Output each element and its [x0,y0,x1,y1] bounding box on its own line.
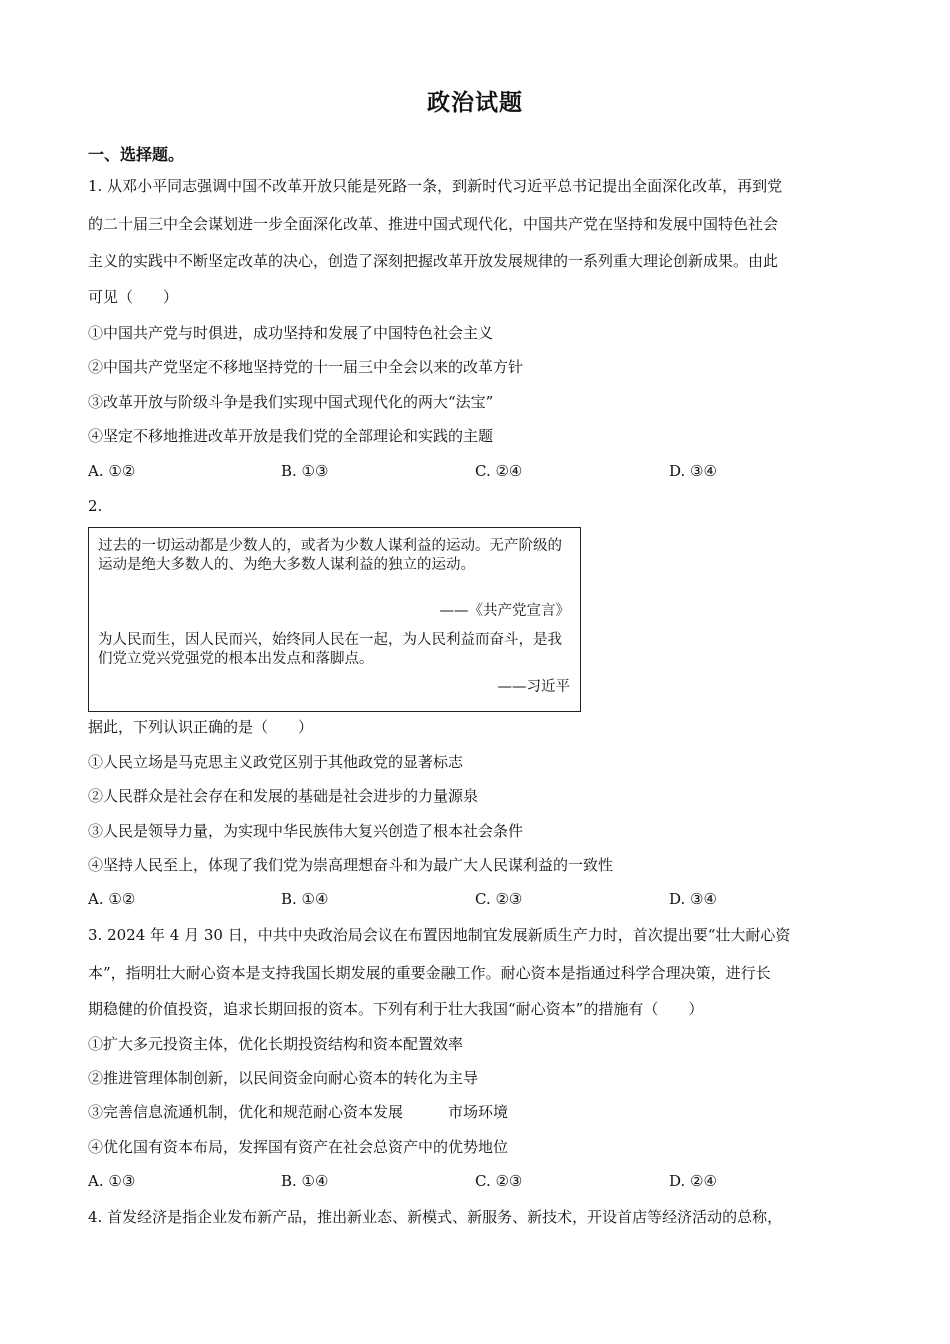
q2-options [88,888,863,910]
q2-statement: ④坚持人民至上，体现了我们党为崇高理想奋斗和为最广大人民谋利益的一致性 [88,856,614,874]
q2-option-d[interactable]: D. ③④ [669,890,717,908]
q1-line: 1. 从邓小平同志强调中国不改革开放只能是死路一条，到新时代习近平总书记提出全面深化改革，再到党 [88,177,783,195]
q1-statement: ①中国共产党与时俱进，成功坚持和发展了中国特色社会主义 [88,324,494,342]
q1-line: 的二十届三中全会谋划进一步全面深化改革、推进中国式现代化，中国共产党在坚持和发展中国特色社会 [88,215,779,233]
q3-option-a[interactable]: A. ①③ [88,1172,136,1190]
q3-option-b[interactable]: B. ①④ [281,1172,329,1190]
quote-text: 过去的一切运动都是少数人的，或者为少数人谋利益的运动。无产阶级的运动是绝大多数人的、为绝大多数人谋利益的独立的运动。 [98,538,562,573]
quote-source: ——习近平 [497,679,570,695]
q1-option-a[interactable]: A. ①② [88,462,136,480]
q2-option-c[interactable]: C. ②③ [475,890,523,908]
q3-statement: ④优化国有资本布局，发挥国有资产在社会总资产中的优势地位 [88,1138,509,1156]
q2-option-b[interactable]: B. ①④ [281,890,329,908]
q3-options [88,1170,863,1192]
section-heading: 一、选择题。 [88,145,185,164]
q3-line: 期稳健的价值投资，追求长期回报的资本。下列有利于壮大我国“耐心资本”的措施有（ ） [88,1000,704,1018]
q2-line: 据此，下列认识正确的是（ ） [88,718,314,736]
q3-statement: ③完善信息流通机制，优化和规范耐心资本发展 市场环境 [88,1103,509,1121]
quote-source: ——《共产党宣言》 [439,603,570,619]
q2-statement: ③人民是领导力量，为实现中华民族伟大复兴创造了根本社会条件 [88,822,524,840]
q3-line: 3. 2024 年 4 月 30 日，中共中央政治局会议在布置因地制宜发展新质生产力时，首次提出要“壮大耐心资 [88,926,791,944]
q1-statement: ②中国共产党坚定不移地坚持党的十一届三中全会以来的改革方针 [88,358,524,376]
q4-line: 4. 首发经济是指企业发布新产品，推出新业态、新模式、新服务、新技术，开设首店等经济活动的总称， [88,1208,783,1226]
q1-option-b[interactable]: B. ①③ [281,462,329,480]
q1-option-c[interactable]: C. ②④ [475,462,523,480]
q1-option-d[interactable]: D. ③④ [669,462,717,480]
q3-statement: ①扩大多元投资主体，优化长期投资结构和资本配置效率 [88,1035,464,1053]
q2-number: 2. [88,497,103,515]
q1-options [88,460,863,482]
q2-statement: ①人民立场是马克思主义政党区别于其他政党的显著标志 [88,753,464,771]
q3-option-c[interactable]: C. ②③ [475,1172,523,1190]
quote-text: 为人民而生，因人民而兴，始终同人民在一起，为人民利益而奋斗，是我们党立党兴党强党的根本出发点和落脚点。 [98,632,562,667]
q2-statement: ②人民群众是社会存在和发展的基础是社会进步的力量源泉 [88,787,479,805]
q3-line: 本”，指明壮大耐心资本是支持我国长期发展的重要金融工作。耐心资本是指通过科学合理决策，进行长 [88,964,771,982]
quote-box [88,527,581,712]
page-title: 政治试题 [427,90,523,116]
q1-line: 主义的实践中不断坚定改革的决心，创造了深刻把握改革开放发展规律的一系列重大理论创新成果。由此 [88,252,779,270]
q1-statement: ④坚定不移地推进改革开放是我们党的全部理论和实践的主题 [88,427,494,445]
q2-option-a[interactable]: A. ①② [88,890,136,908]
q3-option-d[interactable]: D. ②④ [669,1172,717,1190]
q1-statement: ③改革开放与阶级斗争是我们实现中国式现代化的两大“法宝” [88,393,494,411]
q3-statement: ②推进管理体制创新，以民间资金向耐心资本的转化为主导 [88,1069,479,1087]
q1-line: 可见（ ） [88,288,179,306]
